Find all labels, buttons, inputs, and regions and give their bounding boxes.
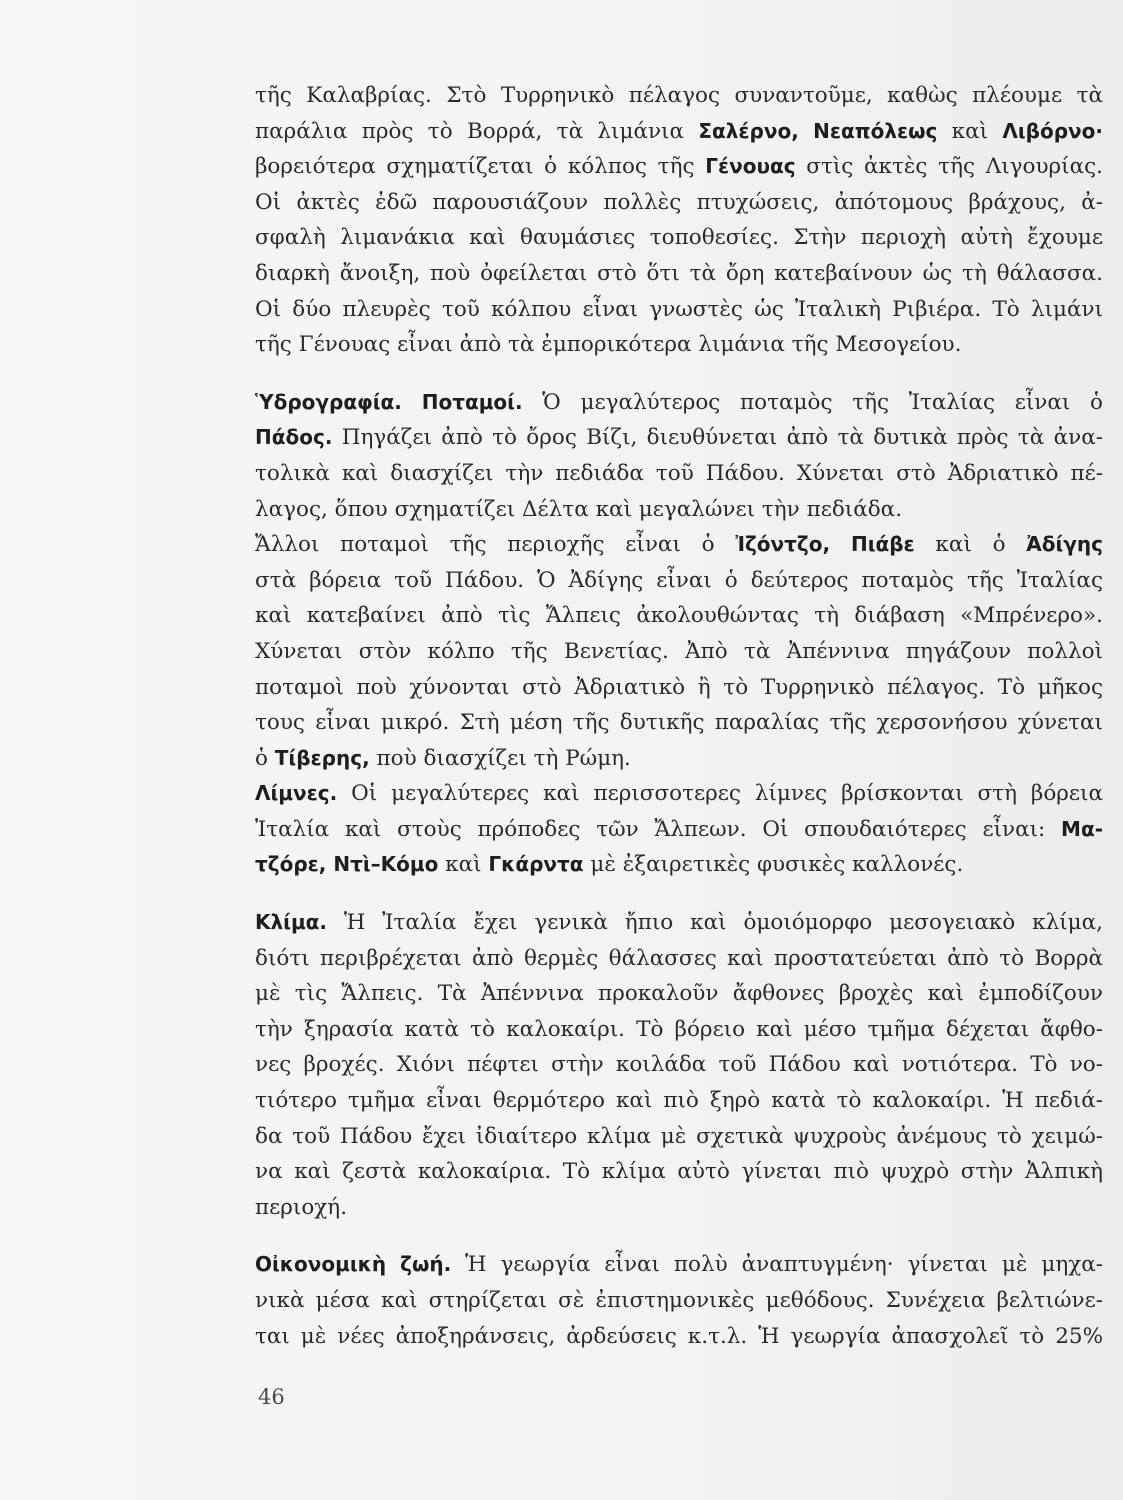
lake-term-maggiore-start: Μα- — [1061, 816, 1103, 841]
section-heading-climate: Κλίμα. — [255, 910, 328, 935]
section-heading-hydrography: Ὑδρογραφία. Ποταμοί. — [255, 389, 523, 414]
text-run: στὰ βόρεια τοῦ Πάδου. Ὁ Ἀδίγης εἶναι ὁ δεύτερος ποταμὸς τῆς Ἰταλίας — [255, 567, 1103, 593]
text-line — [255, 527, 1103, 563]
text-run: Οἱ ἀκτὲς ἐδῶ παρουσιάζουν πολλὲς πτυχώσεις, ἀπότομους βράχους, ἀ- — [255, 189, 1103, 215]
text-run: Ἄλλοι ποταμοὶ τῆς περιοχῆς εἶναι ὁ — [255, 532, 736, 558]
text-line — [255, 185, 1103, 221]
text-run: Οἱ δύο πλευρὲς τοῦ κόλπου εἶναι γνωστὲς ὡς Ἰταλικὴ Ριβιέρα. Τὸ λιμάνι — [255, 296, 1103, 322]
text-line — [255, 1154, 1103, 1190]
text-line — [255, 670, 1103, 706]
text-run: στὶς ἀκτὲς τῆς Λιγουρίας. — [795, 154, 1103, 180]
text-run: Ἡ Ἰταλία ἔχει γενικὰ ἤπιο καὶ ὁμοιόμορφο μεσογειακὸ κλίμα, — [327, 910, 1103, 936]
text-run: περιοχή. — [255, 1194, 348, 1220]
text-line — [255, 976, 1103, 1012]
text-line — [255, 741, 1103, 777]
text-line — [255, 492, 1103, 528]
page-body-text — [255, 78, 1103, 1354]
text-run: Ἰταλία καὶ στοὺς πρόποδες τῶν Ἄλπεων. Οἱ σπουδαιότερες εἶναι: — [255, 816, 1062, 842]
text-run: τους εἶναι μικρό. Στὴ μέση τῆς δυτικῆς παραλίας τῆς χερσονήσου χύνεται — [255, 710, 1103, 736]
text-line — [255, 292, 1103, 328]
paragraph-gap — [255, 1225, 1103, 1247]
text-line — [255, 1012, 1103, 1048]
text-run: καὶ ὁ — [914, 532, 1027, 558]
text-line — [255, 705, 1103, 741]
river-term-adige: Ἀδίγης — [1026, 532, 1103, 557]
text-line — [255, 327, 1103, 363]
text-line — [255, 149, 1103, 185]
text-line — [255, 1283, 1103, 1319]
text-line — [255, 456, 1103, 492]
text-line — [255, 114, 1103, 150]
text-line — [255, 812, 1103, 848]
section-heading-economy: Οἰκονομικὴ ζωή. — [255, 1252, 452, 1277]
text-run: βορειότερα σχηματίζεται ὁ κόλπος τῆς — [255, 154, 706, 180]
paragraph-economy — [255, 1247, 1103, 1354]
text-run: νες βροχές. Χιόνι πέφτει στὴν κοιλάδα τοῦ Πάδου καὶ νοτιότερα. Τὸ νο- — [255, 1052, 1103, 1078]
paragraph-climate — [255, 905, 1103, 1225]
text-line — [255, 776, 1103, 812]
paragraph-lakes — [255, 776, 1103, 883]
text-line — [255, 420, 1103, 456]
text-run: λαγος, ὅπου σχηματίζει Δέλτα καὶ μεγαλώνει τὴν πεδιάδα. — [255, 496, 903, 522]
place-term-salerno: Σαλέρνο, — [698, 118, 799, 143]
text-run: να καὶ ζεστὰ καλοκαίρια. Τὸ κλίμα αὐτὸ γίνεται πιὸ ψυχρὸ στὴν Ἀλπικὴ — [255, 1159, 1103, 1185]
text-line — [255, 598, 1103, 634]
text-run: μὲ τὶς Ἄλπεις. Τὰ Ἀπέννινα προκαλοῦν ἄφθονες βροχὲς καὶ ἐμποδίζουν — [255, 981, 1103, 1007]
text-run: ποταμοὶ ποὺ χύνονται στὸ Ἀδριατικὸ ἢ τὸ Τυρρηνικὸ πέλαγος. Τὸ μῆκος — [255, 674, 1103, 700]
paragraph-hydrography — [255, 385, 1103, 777]
text-line — [255, 847, 1103, 883]
place-term-livorno: Λιβόρνο· — [1002, 118, 1103, 143]
text-run: διότι περιβρέχεται ἀπὸ θερμὲς θάλασσες καὶ προστατεύεται ἀπὸ τὸ Βορρὰ — [255, 945, 1103, 971]
text-run: παράλια πρὸς τὸ Βορρά, τὰ λιμάνια — [255, 118, 699, 144]
lake-term-maggiore-como: τζόρε, Ντὶ–Κόμο — [255, 852, 439, 877]
text-line — [255, 78, 1103, 114]
text-run: τῆς Καλαβρίας. Στὸ Τυρρηνικὸ πέλαγος συναντοῦμε, καθὼς πλέουμε τὰ — [255, 83, 1103, 108]
paragraph-coasts — [255, 78, 1103, 363]
text-line — [255, 634, 1103, 670]
text-run: τῆς Γένουας εἶναι ἀπὸ τὰ ἐμπορικότερα λιμάνια τῆς Μεσογείου. — [255, 332, 962, 358]
paragraph-gap — [255, 363, 1103, 385]
text-run: ὁ — [255, 745, 275, 771]
river-term-pados: Πάδος. — [255, 425, 333, 450]
text-line — [255, 905, 1103, 941]
text-run: τὴν ξηρασία κατὰ τὸ καλοκαίρι. Τὸ βόρειο καὶ μέσο τμῆμα δέχεται ἄφθο- — [255, 1016, 1103, 1042]
text-run: ται μὲ νέες ἀποξηράνσεις, ἀρδεύσεις κ.τ.λ. Ἡ γεωργία ἀπασχολεῖ τὸ 25% — [255, 1323, 1103, 1349]
text-line — [255, 1047, 1103, 1083]
text-run: τιότερο τμῆμα εἶναι θερμότερο καὶ πιὸ ξηρὸ κατὰ τὸ καλοκαίρι. Ἡ πεδιά- — [255, 1088, 1103, 1114]
page-number: 46 — [258, 1385, 285, 1409]
text-run: νικὰ μέσα καὶ στηρίζεται σὲ ἐπιστημονικὲς μεθόδους. Συνέχεια βελτιώνε- — [255, 1288, 1103, 1313]
text-run: Χύνεται στὸν κόλπο τῆς Βενετίας. Ἀπὸ τὰ Ἀπέννινα πηγάζουν πολλοὶ — [255, 638, 1103, 664]
text-run: σφαλὴ λιμανάκια καὶ θαυμάσιες τοποθεσίες. Στὴν περιοχὴ αὐτὴ ἔχουμε — [255, 225, 1103, 251]
text-run: καὶ — [937, 118, 1003, 144]
text-run: Οἱ μεγαλύτερες καὶ περισσοτερες λίμνες βρίσκονται στὴ βόρεια — [337, 781, 1103, 807]
text-line — [255, 563, 1103, 599]
text-line — [255, 220, 1103, 256]
river-term-tiber: Τίβερης, — [274, 745, 370, 770]
text-run: καὶ — [438, 852, 489, 878]
text-run: Ὁ μεγαλύτερος ποταμὸς τῆς Ἰταλίας εἶναι ὁ — [522, 389, 1103, 415]
text-run: διαρκὴ ἄνοιξη, ποὺ ὀφείλεται στὸ ὅτι τὰ ὄρη κατεβαίνουν ὡς τὴ θάλασσα. — [255, 260, 1103, 286]
place-term-naples: Νεαπόλεως — [813, 118, 938, 143]
text-run: καὶ κατεβαίνει ἀπὸ τὶς Ἄλπεις ἀκολουθώντας τὴ διάβαση «Μπρένερο». — [255, 603, 1103, 629]
text-line — [255, 1247, 1103, 1283]
text-line — [255, 1319, 1103, 1355]
text-line — [255, 941, 1103, 977]
lake-term-garda: Γκάρντα — [488, 852, 584, 877]
text-run: Πηγάζει ἀπὸ τὸ ὄρος Βίζι, διευθύνεται ἀπὸ τὰ δυτικὰ πρὸς τὰ ἀνα- — [332, 425, 1103, 451]
section-heading-lakes: Λίμνες. — [255, 781, 338, 806]
text-run: Ἡ γεωργία εἶναι πολὺ ἀναπτυγμένη· γίνεται μὲ μηχα- — [451, 1252, 1103, 1278]
text-line — [255, 385, 1103, 421]
text-run: δα τοῦ Πάδου ἔχει ἰδιαίτερο κλίμα μὲ σχετικὰ ψυχροὺς ἀνέμους τὸ χειμώ- — [255, 1123, 1103, 1149]
text-line — [255, 1119, 1103, 1155]
text-line — [255, 256, 1103, 292]
text-run: ποὺ διασχίζει τὴ Ρώμη. — [369, 745, 631, 771]
place-term-genoa: Γένουας — [705, 154, 796, 179]
river-term-isonzo-piave: Ἰζόντζο, Πιάβε — [735, 532, 915, 557]
text-line — [255, 1083, 1103, 1119]
paragraph-gap — [255, 883, 1103, 905]
text-run: μὲ ἐξαιρετικὲς φυσικὲς καλλονές. — [583, 852, 964, 878]
text-run: τολικὰ καὶ διασχίζει τὴν πεδιάδα τοῦ Πάδου. Χύνεται στὸ Ἀδριατικὸ πέ- — [255, 460, 1103, 486]
text-line — [255, 1190, 1103, 1226]
